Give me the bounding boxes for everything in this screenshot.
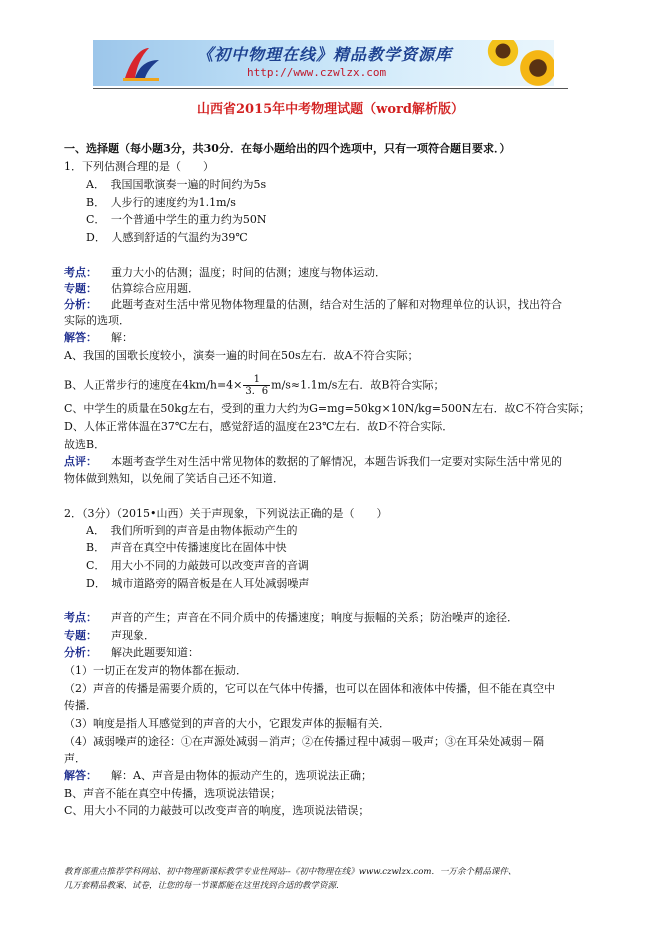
zhuanti-text: 估算综合应用题．: [111, 282, 199, 295]
jieda-a: 解：A、声音是由物体的振动产生的，选项说法正确；: [111, 769, 372, 782]
q2-option-b: B． 声音在真空中传播速度比在固体中快: [86, 541, 287, 554]
q2-stem: 2．（3分）（2015•山西）关于声现象，下列说法正确的是（ ）: [64, 507, 388, 520]
q2-point-2: （2）声音的传播是需要介质的，它可以在气体中传播，也可以在固体和液体中传播，但不能在真空中: [64, 682, 555, 695]
q1-zhuanti: [64, 281, 199, 296]
q2-solution-c: C、用大小不同的力敲鼓可以改变声音的响度，选项说法错误；: [64, 804, 370, 817]
jieda-label: 解答：: [64, 331, 97, 344]
kaodian-label: 考点：: [64, 266, 97, 279]
sunflower-icon: [518, 48, 554, 86]
q2-point-1: （1）一切正在发声的物体都在振动．: [64, 664, 247, 677]
fraction: [243, 374, 270, 397]
q1-kaodian: [64, 265, 386, 280]
q1-fenxi: [64, 297, 562, 312]
q1-answer: 故选B．: [64, 438, 106, 451]
q1-option-d: D． 人感到舒适的气温约为39℃: [86, 231, 248, 244]
q1-option-a: A． 我国国歌演奏一遍的时间约为5s: [86, 178, 267, 191]
fraction-numerator: 1: [243, 374, 270, 386]
q1-option-b: B． 人步行的速度约为1.1m/s: [86, 196, 236, 209]
fenxi-label: 分析：: [64, 646, 97, 659]
q2-point-4-cont: 声．: [64, 752, 86, 765]
q1-fenxi-cont: 实际的选项．: [64, 314, 130, 327]
q1-jieda: [64, 330, 133, 345]
q1-option-c: C． 一个普通中学生的重力约为50N: [86, 213, 267, 226]
section-heading: 一、选择题（每小题3分，共30分．在每小题给出的四个选项中，只有一项符合题目要求．）: [64, 142, 511, 155]
zhuanti-text: 声现象．: [111, 629, 155, 642]
dianping-text: 本题考查学生对生活中常见物体的数据的了解情况，本题告诉我们一定要对实际生活中常见的: [111, 455, 562, 468]
q2-zhuanti: [64, 628, 155, 643]
banner-url: http://www.czwlzx.com: [247, 66, 387, 79]
jieda-label: 解答：: [64, 769, 97, 782]
fenxi-text: 此题考查对生活中常见物体物理量的估测，结合对生活的了解和对物理单位的认识，找出符合: [111, 298, 562, 311]
document-title: 山西省2015年中考物理试题（word解析版）: [197, 102, 464, 117]
q2-point-4: （4）减弱噪声的途径：①在声源处减弱－消声；②在传播过程中减弱－吸声；③在耳朵处减弱－隔: [64, 735, 544, 748]
q2-option-a: A． 我们所听到的声音是由物体振动产生的: [86, 524, 298, 537]
fenxi-text: 解决此题要知道：: [111, 646, 199, 659]
q1-solution-a: A、我国的国歌长度较小，演奏一遍的时间在50s左右．故A不符合实际；: [64, 349, 419, 362]
banner-title: 《初中物理在线》精品教学资源库: [197, 45, 453, 64]
footer-line-2: 几万套精品教案、试卷，让您的每一节课都能在这里找到合适的教学资源．: [64, 881, 345, 891]
site-logo-icon: [119, 44, 163, 84]
zhuanti-label: 专题：: [64, 282, 97, 295]
kaodian-text: 重力大小的估测；温度；时间的估测；速度与物体运动．: [111, 266, 386, 279]
q2-fenxi: [64, 645, 199, 660]
zhuanti-label: 专题：: [64, 629, 97, 642]
kaodian-label: 考点：: [64, 611, 97, 624]
q1-dianping-cont: 物体做到熟知，以免闹了笑话自己还不知道．: [64, 472, 284, 485]
header-divider: [93, 88, 568, 89]
fraction-denominator: 3．6: [245, 386, 269, 397]
q1-solution-d: D、人体正常体温在37℃左右，感觉舒适的温度在23℃左右．故D不符合实际．: [64, 420, 454, 433]
q2-option-d: D． 城市道路旁的隔音板是在人耳处减弱噪声: [86, 577, 310, 590]
q1-solution-c: C、中学生的质量在50kg左右，受到的重力大约为G=mg=50kg×10N/kg=500N左右．故C不符合实际；: [64, 402, 591, 415]
q2-jieda: [64, 768, 372, 783]
header-banner: [93, 40, 554, 86]
q2-kaodian: [64, 610, 518, 625]
q2-solution-b: B、声音不能在真空中传播，选项说法错误；: [64, 787, 282, 800]
q2-point-3: （3）响度是指人耳感觉到的声音的大小，它跟发声体的振幅有关．: [64, 717, 390, 730]
q1-dianping: [64, 454, 562, 469]
q2-option-c: C． 用大小不同的力敲鼓可以改变声音的音调: [86, 559, 309, 572]
kaodian-text: 声音的产生；声音在不同介质中的传播速度；响度与振幅的关系；防治噪声的途径．: [111, 611, 518, 624]
q2-point-2-cont: 传播．: [64, 699, 97, 712]
fenxi-label: 分析：: [64, 298, 97, 311]
q1-solution-b: [64, 374, 445, 397]
dianping-label: 点评：: [64, 455, 97, 468]
q1-stem: 1．下列估测合理的是（ ）: [64, 160, 214, 173]
q1-solution-b-post: m/s≈1.1m/s左右．故B符合实际；: [271, 378, 445, 392]
footer-line-1: 教育部重点推荐学科网站、初中物理新课标教学专业性网站--《初中物理在线》www.czwlzx.com．一万余个精品课件、: [64, 867, 517, 877]
q1-solution-b-pre: B、人正常步行的速度在4km/h=4×: [64, 378, 243, 392]
sunflower-icon: [486, 40, 520, 68]
jieda-start: 解：: [111, 331, 133, 344]
